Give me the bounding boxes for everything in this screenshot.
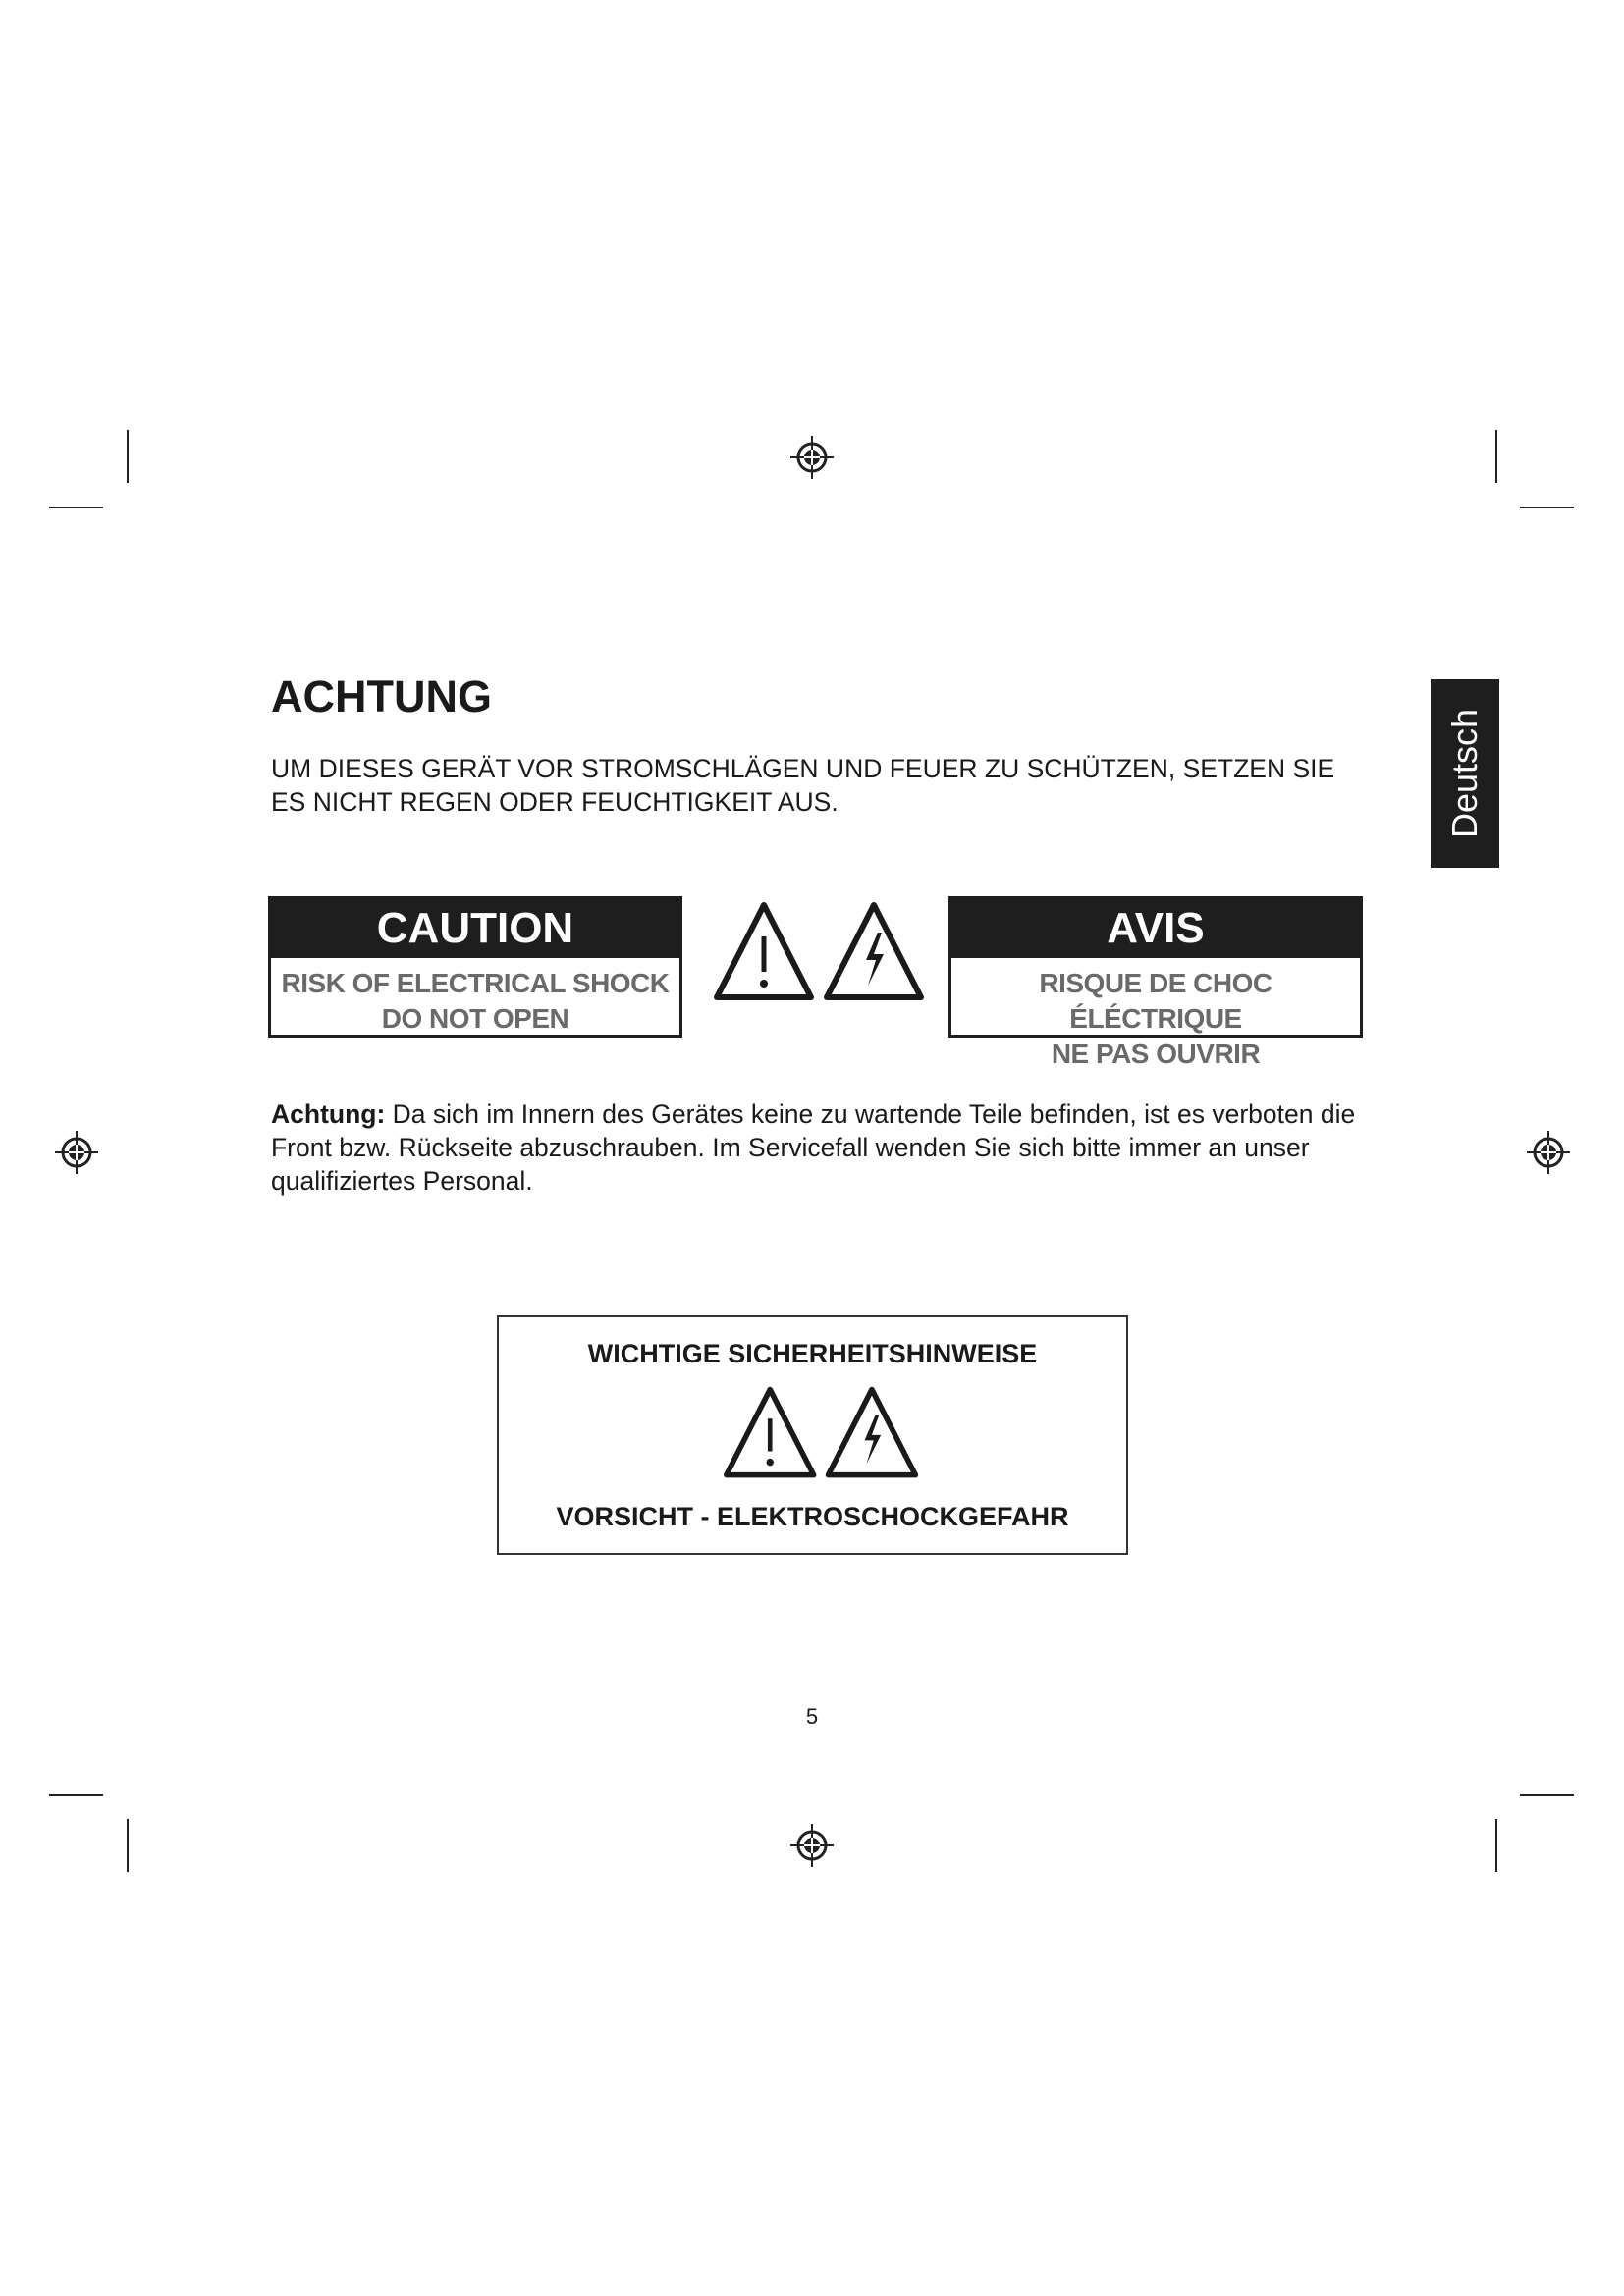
crop-mark: [49, 507, 103, 508]
intro-warning-text: [271, 752, 1380, 819]
avis-label-text: [951, 958, 1360, 1072]
caution-label-line-2: DO NOT OPEN: [381, 1003, 569, 1034]
caution-label-line-1: RISK OF ELECTRICAL SHOCK: [281, 968, 670, 998]
safety-box-title: WICHTIGE SICHERHEITSHINWEISE: [587, 1339, 1038, 1368]
lightning-warning-triangle-icon: [828, 1390, 915, 1475]
caution-label-title: CAUTION: [271, 899, 679, 958]
caution-label: [268, 896, 682, 1038]
intro-line-1: UM DIESES GERÄT VOR STROMSCHLÄGEN UND FEUER ZU SCHÜTZEN, SETZEN SIE: [271, 754, 1335, 783]
crop-mark: [1495, 430, 1497, 483]
exclamation-warning-triangle-icon: [727, 1390, 814, 1475]
page-heading: ACHTUNG: [271, 671, 492, 721]
safety-warning-icons: [719, 1384, 925, 1482]
avis-label: [948, 896, 1363, 1069]
crop-mark: [1520, 507, 1574, 508]
registration-mark-icon: [788, 434, 836, 481]
crop-mark: [1495, 1819, 1497, 1872]
crop-mark: [127, 1819, 129, 1872]
crop-mark: [127, 430, 129, 483]
registration-mark-icon: [53, 1129, 100, 1176]
safety-box-bottom-text: VORSICHT - ELEKTROSCHOCKGEFAHR: [556, 1502, 1069, 1531]
intro-line-2: ES NICHT REGEN ODER FEUCHTIGKEIT AUS.: [271, 787, 839, 817]
avis-label-line-2: NE PAS OUVRIR: [1051, 1039, 1261, 1069]
crop-mark: [1520, 1794, 1574, 1796]
lightning-warning-triangle-icon: [827, 905, 921, 997]
safety-notice-box: [497, 1315, 1128, 1555]
page-number: 5: [805, 1704, 819, 1729]
exclamation-warning-triangle-icon: [717, 905, 811, 997]
warning-icons: [713, 899, 927, 1005]
avis-label-line-1: RISQUE DE CHOC ÉLÉCTRIQUE: [1039, 968, 1272, 1034]
warning-paragraph: [271, 1097, 1380, 1198]
language-side-tab: [1431, 679, 1499, 868]
warning-body: Da sich im Innern des Gerätes keine zu wartende Teile befinden, ist es verboten die Front bzw. Rückseite abzuschrauben. Im Servicefall wenden Sie sich bitte immer an unser qualifiziertes Personal.: [271, 1099, 1356, 1196]
avis-label-title: AVIS: [951, 899, 1360, 958]
crop-mark: [49, 1794, 103, 1796]
registration-mark-icon: [1525, 1129, 1572, 1176]
warning-lead: Achtung:: [271, 1099, 386, 1129]
caution-label-text: [271, 958, 679, 1037]
language-tab-label: Deutsch: [1444, 708, 1486, 839]
registration-mark-icon: [788, 1822, 836, 1869]
